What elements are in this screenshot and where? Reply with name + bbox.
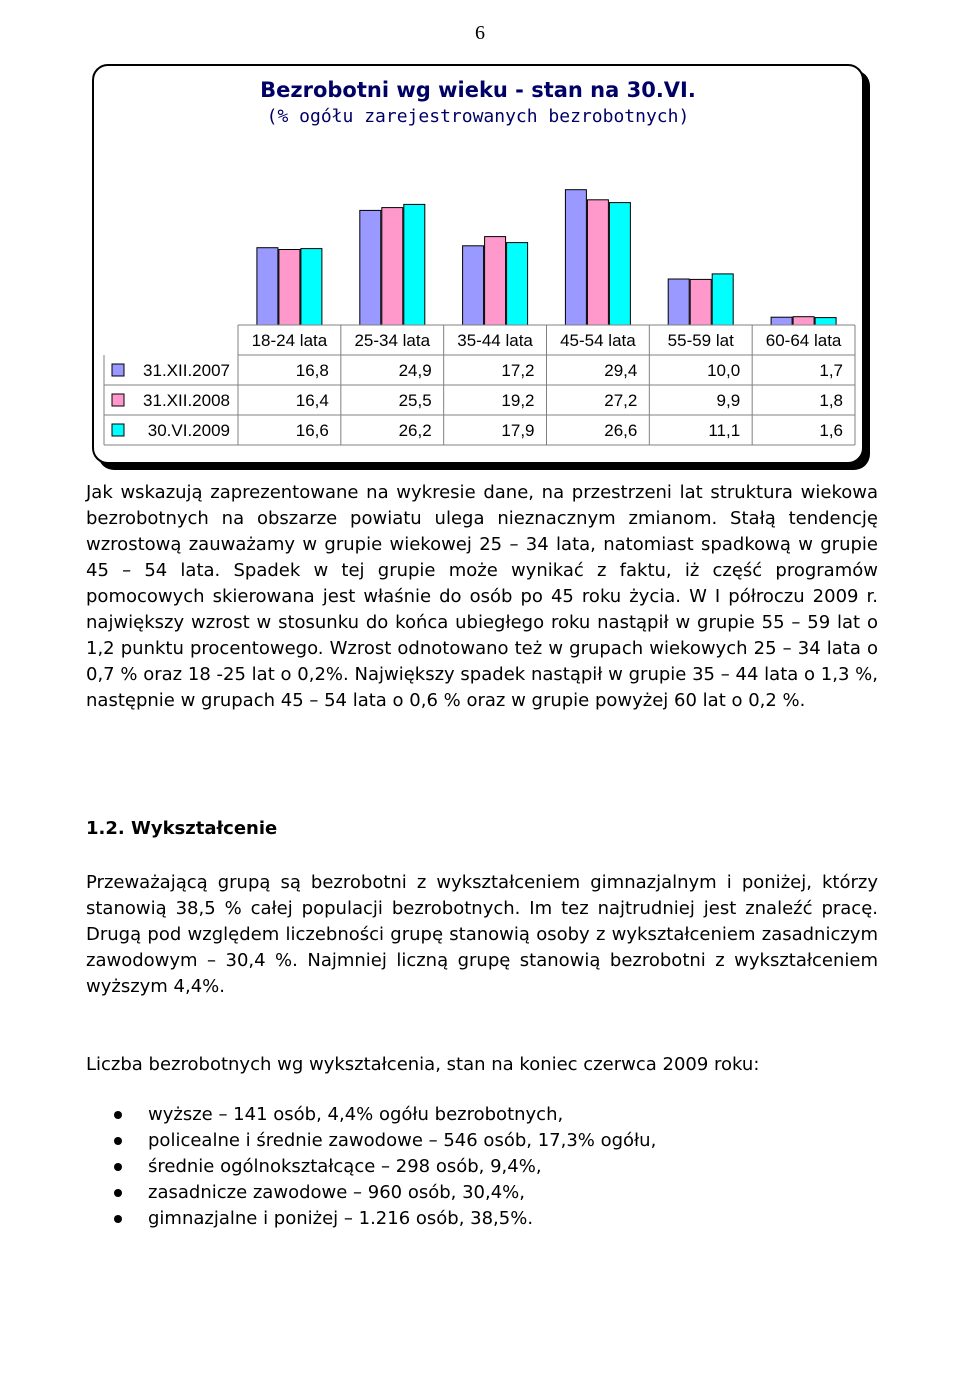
- bullet-icon: [114, 1111, 122, 1119]
- list-item-text: gimnazjalne i poniżej – 1.216 osób, 38,5%.: [148, 1208, 534, 1229]
- legend-swatch: [112, 394, 124, 406]
- list-item-text: zasadnicze zawodowe – 960 osób, 30,4%,: [148, 1182, 526, 1203]
- data-label: 19,2: [501, 391, 535, 410]
- data-label: 1,6: [819, 421, 843, 440]
- list-item-text: wyższe – 141 osób, 4,4% ogółu bezrobotnych,: [148, 1104, 564, 1125]
- data-label: 17,2: [501, 361, 535, 380]
- list-item-text: policealne i średnie zawodowe – 546 osób, 17,3% ogółu,: [148, 1130, 657, 1151]
- x-tick-label: 55-59 lat: [667, 331, 734, 350]
- list-item-text: średnie ogólnokształcące – 298 osób, 9,4%,: [148, 1156, 542, 1177]
- bar-0-1: [360, 210, 381, 325]
- data-label: 26,2: [398, 421, 432, 440]
- list-item: [86, 1206, 878, 1232]
- bar-1-4: [690, 279, 711, 325]
- bar-chart: [0, 0, 960, 480]
- legend-swatch: [112, 364, 124, 376]
- x-tick-label: 18-24 lata: [251, 331, 328, 350]
- paragraph-education: Przeważającą grupą są bezrobotni z wykształceniem gimnazjalnym i poniżej, którzy stanowią 38,5 % całej populacji bezrobotnych. Im tez najtrudniej jest znaleźć pracę. Drugą pod względem liczebności grupę stanowią osoby z wykształceniem zasadniczym zawodowym – 30,4 %. Najmniej liczną grupę stanowią bezrobotni z wykształceniem wyższym 4,4%.: [86, 872, 878, 997]
- bullet-icon: [114, 1163, 122, 1171]
- bar-0-3: [565, 190, 586, 325]
- bullet-icon: [114, 1215, 122, 1223]
- section-heading-education: 1.2. Wykształcenie: [86, 818, 278, 839]
- bar-1-1: [382, 208, 403, 325]
- list-item: [86, 1154, 878, 1180]
- list-item: [86, 1180, 878, 1206]
- bar-2-2: [507, 243, 528, 325]
- bar-0-4: [668, 279, 689, 325]
- data-label: 9,9: [716, 391, 741, 410]
- bar-1-3: [587, 200, 608, 325]
- data-label: 1,7: [819, 361, 843, 380]
- chart-title: Bezrobotni wg wieku - stan na 30.VI.: [260, 78, 696, 102]
- data-label: 1,8: [819, 391, 843, 410]
- bar-0-5: [771, 317, 792, 325]
- data-label: 16,6: [295, 421, 329, 440]
- bar-2-1: [404, 204, 425, 325]
- bar-0-0: [257, 248, 278, 325]
- data-label: 16,4: [295, 391, 329, 410]
- education-list: [86, 1102, 878, 1232]
- legend-label: 30.VI.2009: [147, 421, 230, 440]
- data-label: 29,4: [604, 361, 638, 380]
- bar-2-3: [609, 203, 630, 325]
- x-tick-label: 25-34 lata: [354, 331, 431, 350]
- bullet-icon: [114, 1189, 122, 1197]
- bar-0-2: [463, 246, 484, 325]
- list-item: [86, 1102, 878, 1128]
- page-number: 6: [475, 22, 485, 44]
- data-label: 11,1: [708, 421, 741, 440]
- data-label: 24,9: [398, 361, 432, 380]
- list-item: [86, 1128, 878, 1154]
- bar-2-4: [712, 274, 733, 325]
- data-label: 17,9: [501, 421, 535, 440]
- bar-1-2: [485, 237, 506, 325]
- data-label: 10,0: [707, 361, 741, 380]
- legend-label: 31.XII.2007: [143, 361, 230, 380]
- data-label: 16,8: [295, 361, 329, 380]
- data-label: 25,5: [398, 391, 432, 410]
- data-label: 26,6: [604, 421, 638, 440]
- x-tick-label: 45-54 lata: [560, 331, 636, 350]
- legend-label: 31.XII.2008: [143, 391, 230, 410]
- x-tick-label: 35-44 lata: [457, 331, 533, 350]
- paragraph-age-structure: Jak wskazują zaprezentowane na wykresie dane, na przestrzeni lat struktura wiekowa bezrobotnych na obszarze powiatu ulega nieznacznym zmianom. Stałą tendencję wzrostową zauważamy w grupie wiekowej 25 – 34 lata, natomiast spadkową w grupie 45 – 54 lata. Spadek w tej grupie może wynikać z faktu, iż część programów pomocowych skierowana jest właśnie do osób po 45 roku życia. W I półroczu 2009 r. największy wzrost w stosunku do końca ubiegłego roku nastąpił w grupie 55 – 59 lat o 1,2 punktu procentowego. Wzrost odnotowano też w grupach wiekowych 25 – 34 lata o 0,7 % oraz 18 -25 lat o 0,2%. Największy spadek nastąpił w grupie 35 – 44 lata o 1,3 %, następnie w grupach 45 – 54 lata o 0,6 % oraz w grupie powyżej 60 lat o 0,2 %.: [86, 482, 878, 711]
- bar-1-0: [279, 250, 300, 326]
- bullet-icon: [114, 1137, 122, 1145]
- paragraph-education-list-intro: Liczba bezrobotnych wg wykształcenia, stan na koniec czerwca 2009 roku:: [86, 1054, 760, 1075]
- data-label: 27,2: [604, 391, 638, 410]
- bar-2-5: [815, 318, 836, 325]
- legend-swatch: [112, 424, 124, 436]
- bar-2-0: [301, 249, 322, 325]
- x-tick-label: 60-64 lata: [765, 331, 842, 350]
- bar-1-5: [793, 317, 814, 325]
- chart-subtitle: (% ogółu zarejestrowanych bezrobotnych): [266, 106, 690, 127]
